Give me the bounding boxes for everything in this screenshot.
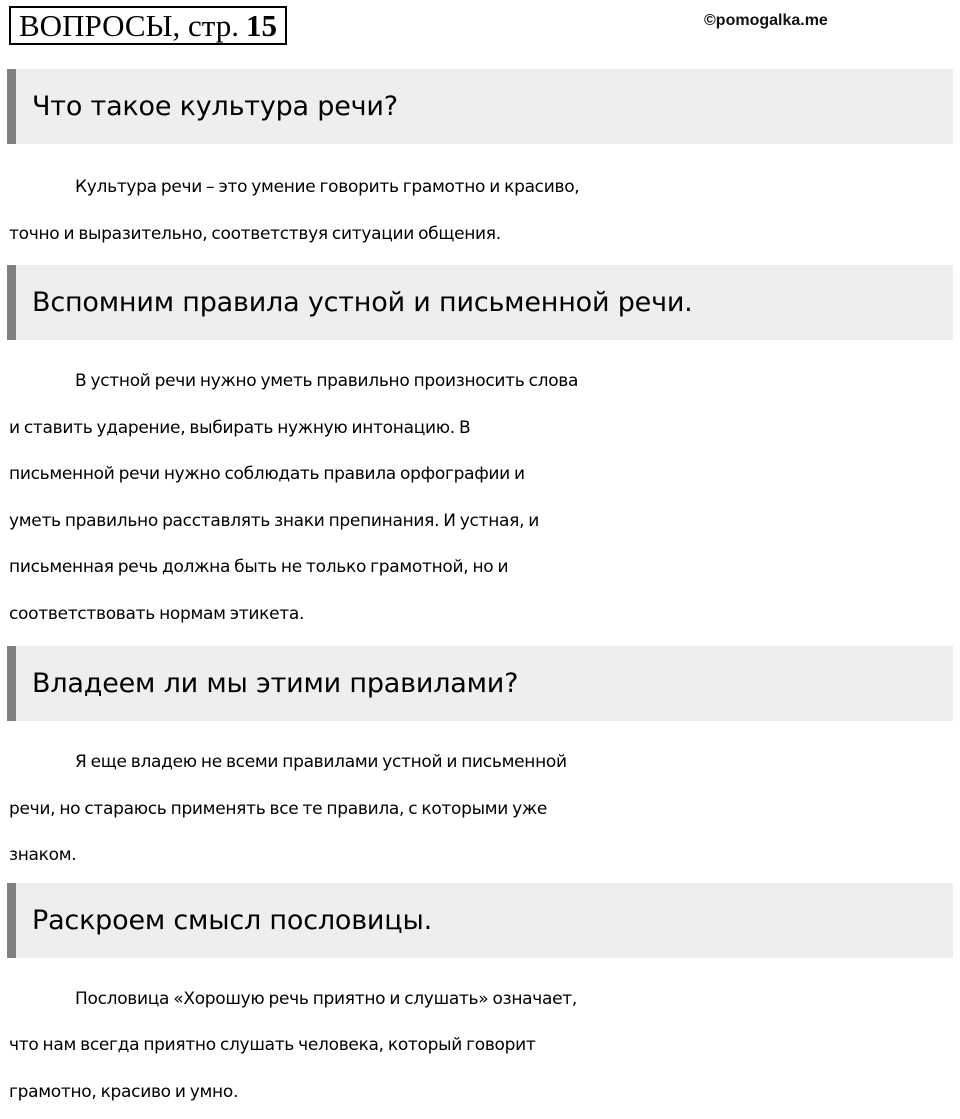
answer-line: письменная речь должна быть не только грамотной, но и [9,557,509,577]
answer-line: грамотно, красиво и умно. [9,1081,239,1102]
answer-paragraph [7,976,953,1116]
answer-line: и ставить ударение, выбирать нужную интонацию. В [9,417,471,438]
answer-line: точно и выразительно, соответствуя ситуации общения. [9,223,501,244]
question-text: Вспомним правила устной и письменной речи. [32,287,693,318]
answer-line: знаком. [9,845,77,865]
answer-line: уметь правильно расставлять знаки препинания. И устная, и [9,510,540,531]
page-number: 15 [245,8,277,43]
answer-line: Пословица «Хорошую речь приятно и слушать» означает, [75,988,577,1009]
question-block [7,265,953,340]
answer-line: письменной речи нужно соблюдать правила орфографии и [9,464,525,484]
answer-line: Культура речи – это умение говорить грамотно и красиво, [75,177,580,197]
answer-line: речи, но стараюсь применять все те правила, с которыми уже [9,798,548,819]
question-text: Что такое культура речи? [32,91,398,122]
section-title-text: ВОПРОСЫ, стр. [19,8,239,43]
page-header [9,6,948,49]
answer-line: Я еще владею не всеми правилами устной и письменной [75,752,567,772]
answer-paragraph [7,164,953,257]
qa-content [7,69,953,1115]
section-title [9,6,287,45]
question-text: Владеем ли мы этими правилами? [32,668,519,699]
answer-line: соответствовать нормам этикета. [9,603,305,624]
question-block [7,646,953,721]
answer-line: что нам всегда приятно слушать человека, который говорит [9,1035,536,1055]
answer-paragraph [7,358,953,637]
answer-paragraph [7,739,953,879]
question-block [7,69,953,144]
question-block [7,883,953,958]
answer-line: В устной речи нужно уметь правильно произносить слова [75,371,579,391]
question-text: Раскроем смысл пословицы. [32,904,432,936]
site-watermark: ©pomogalka.me [704,12,828,29]
